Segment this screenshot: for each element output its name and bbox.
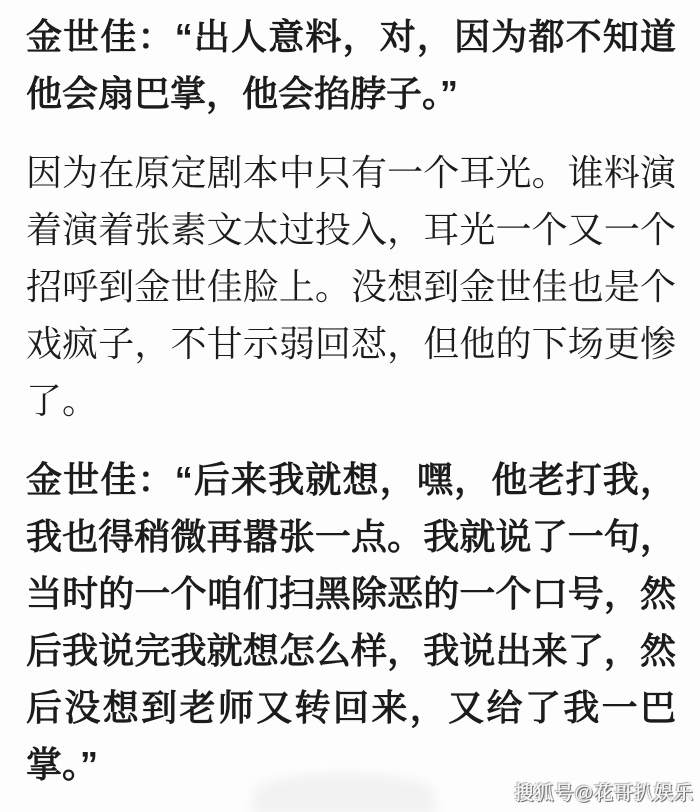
blur-artifact [253, 773, 435, 812]
paragraph-quote-1: 金世佳：“出人意料，对，因为都不知道他会扇巴掌，他会掐脖子。” [26, 16, 676, 114]
watermark-sohu-account: 搜狐号@花哥扒娱乐 [514, 783, 694, 804]
paragraph-quote-2: 金世佳：“后来我就想，嘿，他老打我，我也得稍微再嚣张一点。我就说了一句，当时的一个咱们扫黑除恶的一个口号，然后我说完我就想怎么样，我说出来了，然后没想到老师又转回来，又给了我一巴掌。” [26, 459, 676, 785]
paragraph-narration: 因为在原定剧本中只有一个耳光。谁料演着演着张素文太过投入，耳光一个又一个招呼到金世佳脸上。没想到金世佳也是个戏疯子，不甘示弱回怼，但他的下场更惨了。 [26, 152, 676, 421]
